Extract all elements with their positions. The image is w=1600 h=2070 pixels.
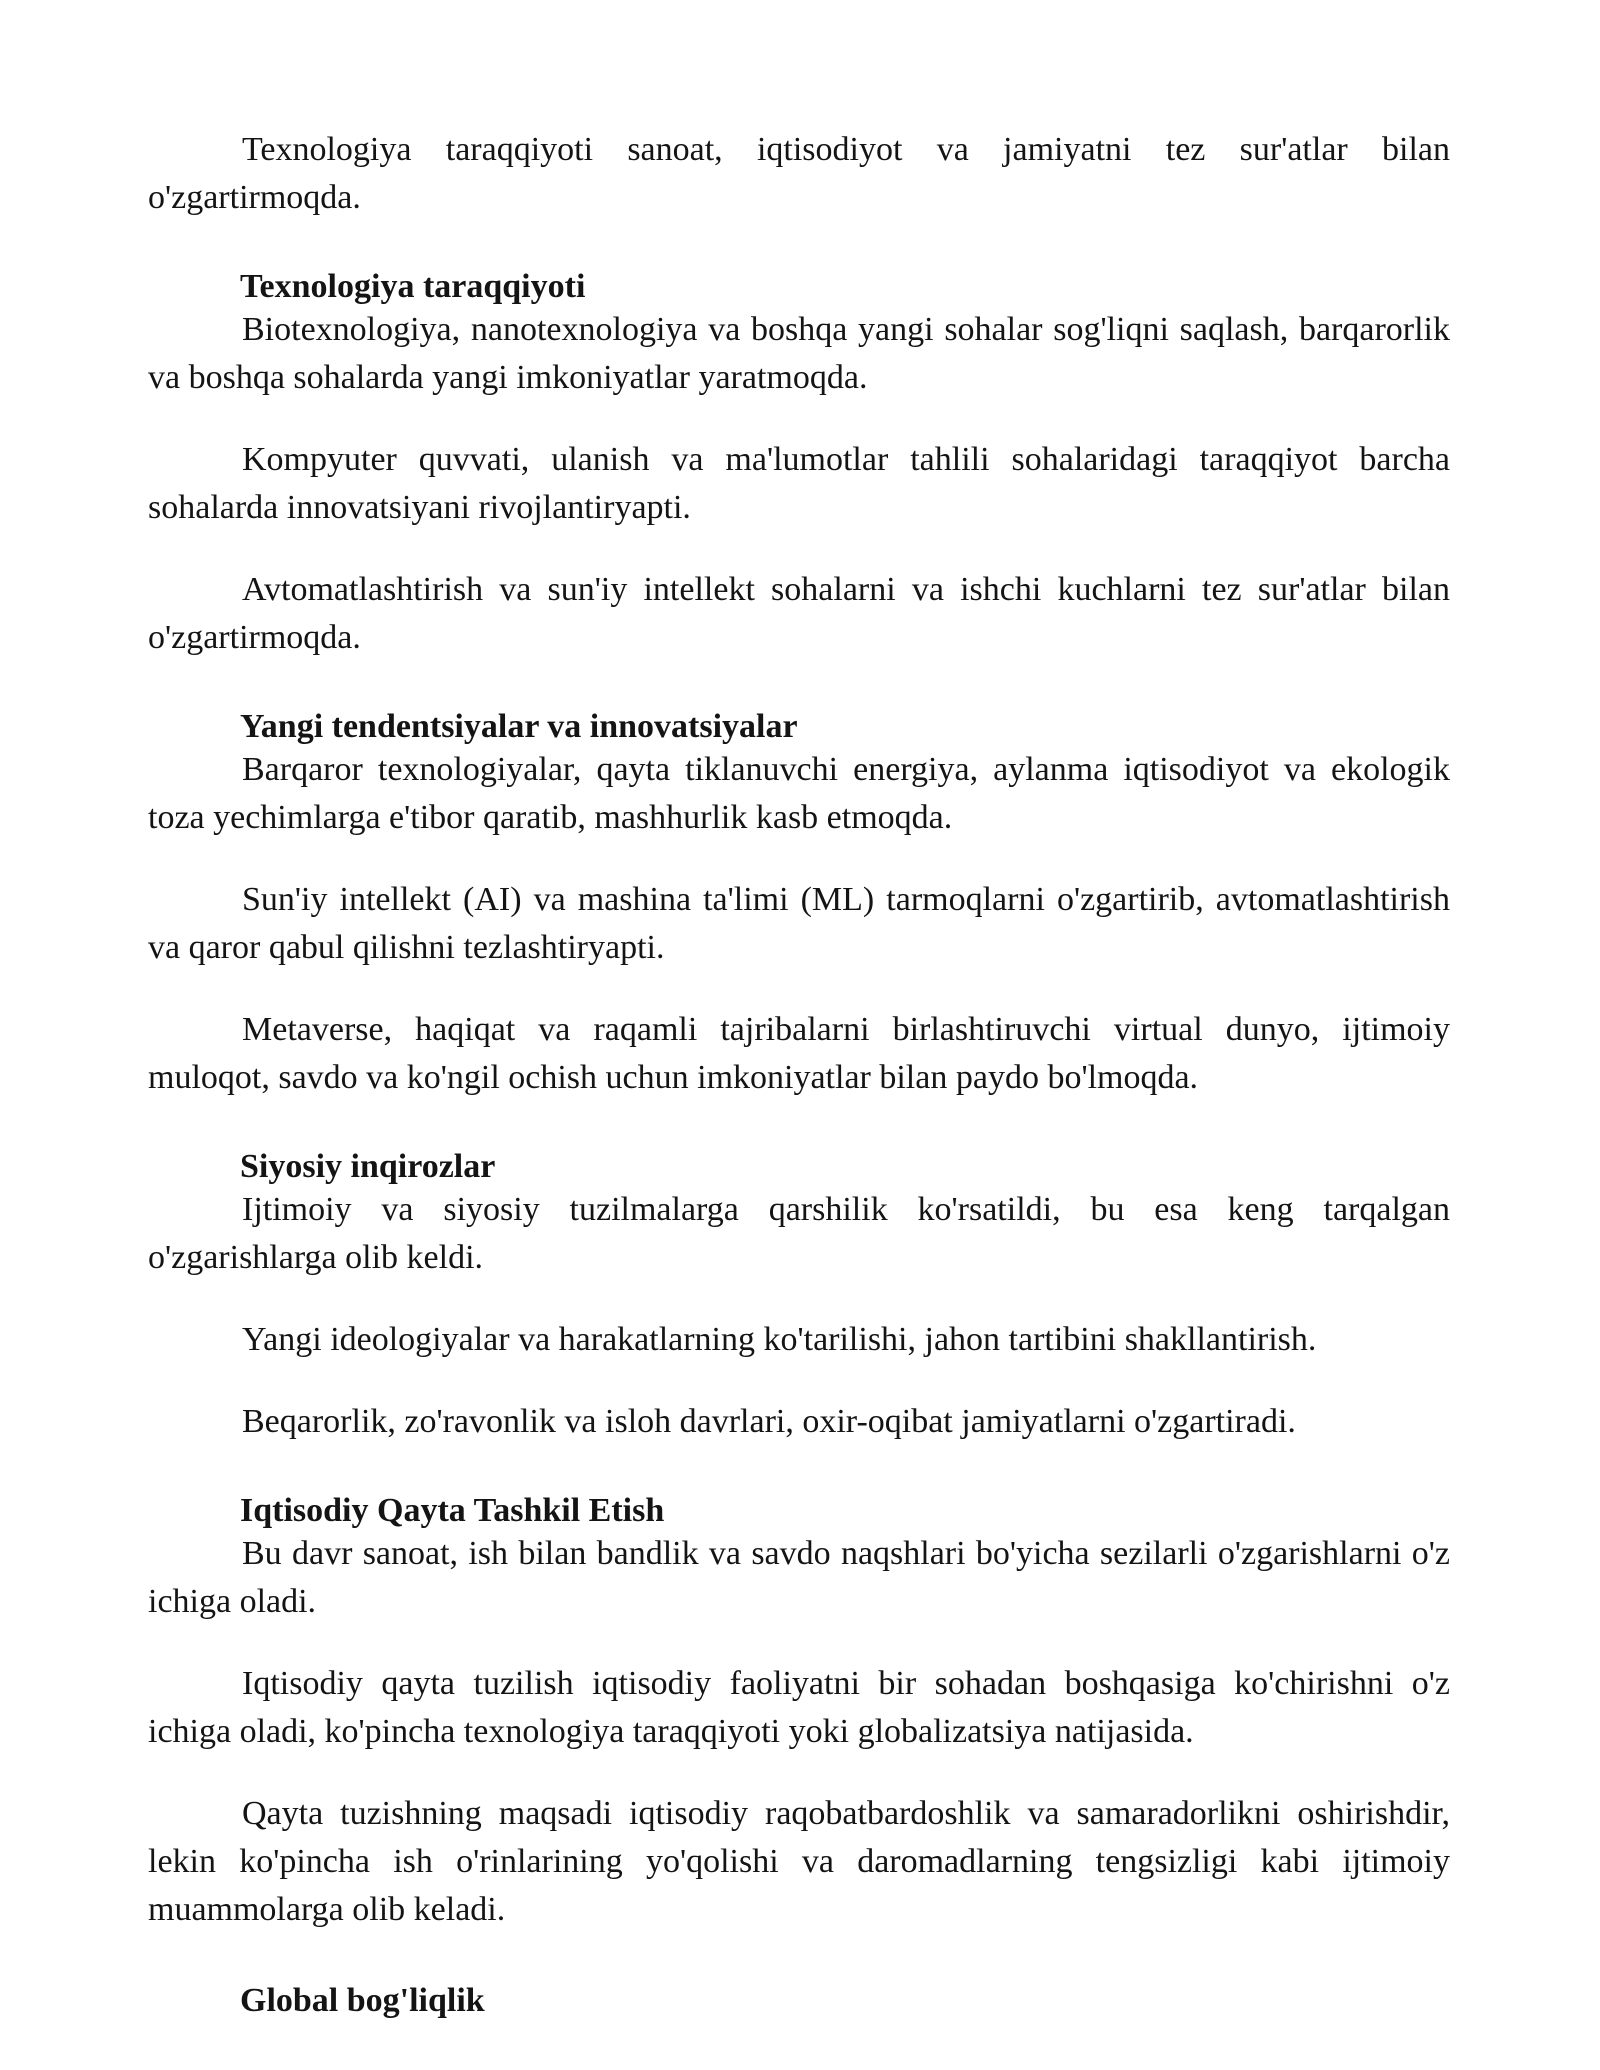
paragraph: Kompyuter quvvati, ulanish va ma'lumotlar tahlili sohalaridagi taraqqiyot barcha sohalarda innovatsiyani rivojlantiryapti. xyxy=(148,441,1450,526)
paragraph: Iqtisodiy qayta tuzilish iqtisodiy faoliyatni bir sohadan boshqasiga ko'chirishni o'z ichiga oladi, ko'pincha texnologiya taraqqiyoti yoki globalizatsiya natijasida. xyxy=(148,1665,1450,1750)
section-heading-new-trends: Yangi tendentsiyalar va innovatsiyalar xyxy=(240,708,798,745)
paragraph: Yangi ideologiyalar va harakatlarning ko'tarilishi, jahon tartibini shakllantirish. xyxy=(242,1321,1317,1358)
paragraph: Sun'iy intellekt (AI) va mashina ta'limi (ML) tarmoqlarni o'zgartirib, avtomatlashtirish va qaror qabul qilishni tezlashtiryapti. xyxy=(148,881,1450,966)
paragraph: Biotexnologiya, nanotexnologiya va boshqa yangi sohalar sog'liqni saqlash, barqarorlik va boshqa sohalarda yangi imkoniyatlar yaratmoqda. xyxy=(148,311,1450,396)
paragraph: Bu davr sanoat, ish bilan bandlik va savdo naqshlari bo'yicha sezilarli o'zgarishlarni o'z ichiga oladi. xyxy=(148,1535,1450,1620)
section-heading-global-interdependence: Global bog'liqlik xyxy=(240,1982,485,2019)
paragraph: Beqarorlik, zo'ravonlik va isloh davrlari, oxir-oqibat jamiyatlarni o'zgartiradi. xyxy=(242,1403,1296,1440)
intro-paragraph: Texnologiya taraqqiyoti sanoat, iqtisodiyot va jamiyatni tez sur'atlar bilan o'zgartirmoqda. xyxy=(148,131,1450,216)
section-heading-political-crises: Siyosiy inqirozlar xyxy=(240,1148,496,1185)
paragraph: Avtomatlashtirish va sun'iy intellekt sohalarni va ishchi kuchlarni tez sur'atlar bilan o'zgartirmoqda. xyxy=(148,571,1450,656)
paragraph: Ijtimoiy va siyosiy tuzilmalarga qarshilik ko'rsatildi, bu esa keng tarqalgan o'zgarishlarga olib keldi. xyxy=(148,1191,1450,1276)
paragraph: Qayta tuzishning maqsadi iqtisodiy raqobatbardoshlik va samaradorlikni oshirishdir, lekin ko'pincha ish o'rinlarining yo'qolishi va daromadlarning tengsizligi kabi ijtimoiy muammolarga olib keladi. xyxy=(148,1795,1450,1928)
paragraph: Barqaror texnologiyalar, qayta tiklanuvchi energiya, aylanma iqtisodiyot va ekologik toza yechimlarga e'tibor qaratib, mashhurlik kasb etmoqda. xyxy=(148,751,1450,836)
paragraph: Metaverse, haqiqat va raqamli tajribalarni birlashtiruvchi virtual dunyo, ijtimoiy muloqot, savdo va ko'ngil ochish uchun imkoniyatlar bilan paydo bo'lmoqda. xyxy=(148,1011,1450,1096)
section-heading-technology-progress: Texnologiya taraqqiyoti xyxy=(240,268,586,305)
section-heading-economic-restructuring: Iqtisodiy Qayta Tashkil Etish xyxy=(240,1492,665,1529)
